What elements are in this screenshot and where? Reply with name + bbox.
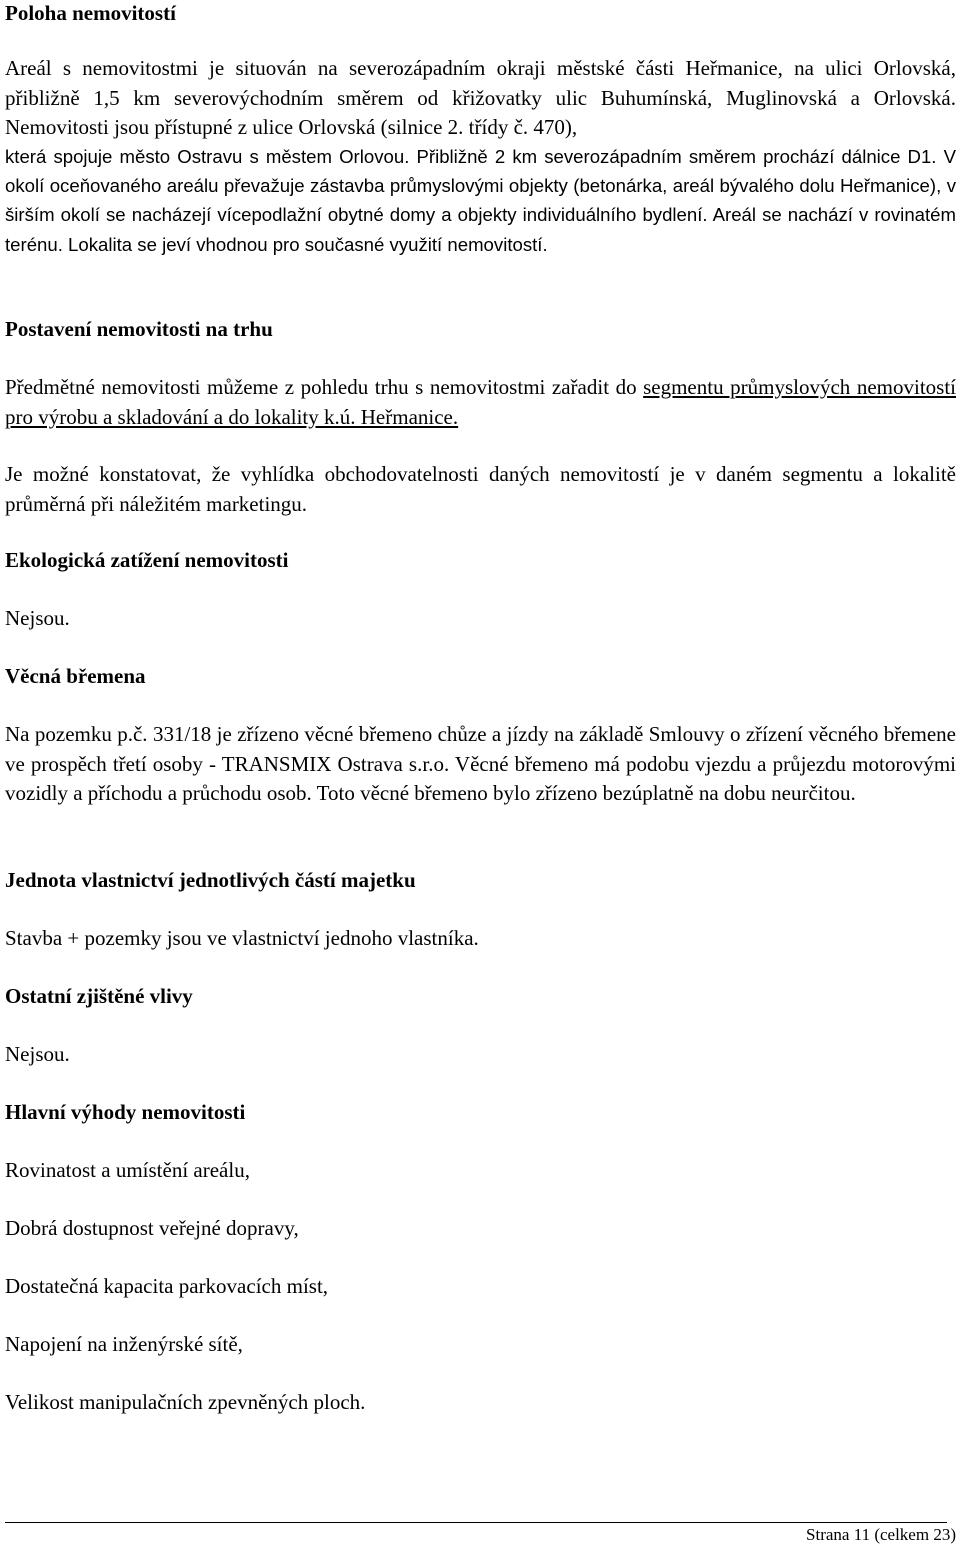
poloha-paragraph-sans: která spojuje město Ostravu s městem Orlovou. Přibližně 2 km severozápadním směrem prochází dálnice D1. V okolí oceňovaného areálu převažuje zástavba průmyslovými objekty (betonárka, areál bývalého dolu Heřmanice), v širším okolí se nacházejí vícepodlažní obytné domy a objekty individuálního bydlení. Areál se nachází v rovinatém terénu. Lokalita se jeví vhodnou pro současné využití nemovitostí.	[5, 146, 956, 255]
vecna-bremena-text: Na pozemku p.č. 331/18 je zřízeno věcné břemeno chůze a jízdy na základě Smlouvy o zřízení věcného břemene ve prospěch třetí osoby - TRANSMIX Ostrava s.r.o. Věcné břemeno má podobu vjezdu a průjezdu motorovými vozidly a příchodu a průchodu osob. Toto věcné břemeno bylo zřízeno bezúplatně na dobu neurčitou.	[5, 722, 956, 805]
heading-vecna-bremena: Věcná břemena	[5, 664, 146, 688]
heading-ekologicka: Ekologická zatížení nemovitosti	[5, 548, 289, 572]
heading-jednota: Jednota vlastnictví jednotlivých částí majetku	[5, 868, 416, 892]
ekologicka-text: Nejsou.	[5, 606, 70, 630]
page-number: Strana 11 (celkem 23)	[806, 1525, 956, 1544]
vyhoda-item-5: Velikost manipulačních zpevněných ploch.	[5, 1390, 366, 1414]
vyhoda-item-1: Rovinatost a umístění areálu,	[5, 1158, 250, 1182]
postaveni-paragraph-1	[5, 373, 956, 432]
heading-poloha: Poloha nemovitostí	[5, 1, 176, 25]
jednota-text: Stavba + pozemky jsou ve vlastnictví jednoho vlastníka.	[5, 926, 479, 950]
vyhoda-item-2: Dobrá dostupnost veřejné dopravy,	[5, 1216, 299, 1240]
postaveni-underlined-text: segmentu průmyslových nemovitostí pro výrobu a skladování a do lokality k.ú. Heřmanice.	[5, 375, 956, 429]
vyhoda-item-3: Dostatečná kapacita parkovacích míst,	[5, 1274, 329, 1298]
heading-vyhody: Hlavní výhody nemovitosti	[5, 1100, 246, 1124]
postaveni-text: Předmětné nemovitosti můžeme z pohledu trhu s nemovitostmi zařadit do	[5, 375, 644, 399]
postaveni-paragraph-2: Je možné konstatovat, že vyhlídka obchodovatelnosti daných nemovitostí je v daném segmentu a lokalitě průměrná při náležitém marketingu.	[5, 462, 956, 516]
ostatni-text: Nejsou.	[5, 1042, 70, 1066]
footer-divider	[5, 1522, 947, 1523]
heading-postaveni: Postavení nemovitosti na trhu	[5, 317, 273, 341]
poloha-paragraph-serif: Areál s nemovitostmi je situován na severozápadním okraji městské části Heřmanice, na ulici Orlovská, přibližně 1,5 km severovýchodním směrem od křižovatky ulic Buhumínská, Muglinovská a Orlovská. Nemovitosti jsou přístupné z ulice Orlovská (silnice 2. třídy č. 470),	[5, 56, 956, 139]
heading-ostatni: Ostatní zjištěné vlivy	[5, 984, 193, 1008]
vyhoda-item-4: Napojení na inženýrské sítě,	[5, 1332, 243, 1356]
